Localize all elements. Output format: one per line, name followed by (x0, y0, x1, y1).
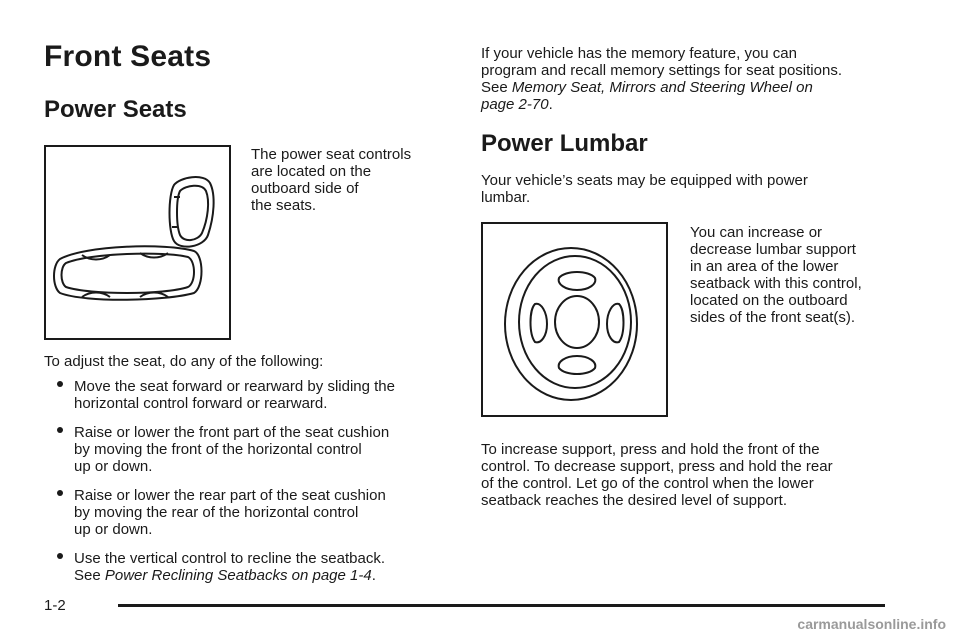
bullet-icon (57, 553, 63, 559)
lumbar-intro: Your vehicle’s seats may be equipped with power lumbar. (481, 172, 808, 206)
cross-reference-link[interactable]: Memory Seat, Mirrors and Steering Wheel on (511, 79, 813, 96)
power-lumbar-heading: Power Lumbar (481, 130, 648, 157)
adjust-intro: To adjust the seat, do any of the following: (44, 353, 324, 370)
power-seats-heading: Power Seats (44, 96, 187, 123)
seat-controls-illustration (46, 147, 229, 338)
bullet-icon (57, 427, 63, 433)
cross-reference-link[interactable]: Power Reclining Seatbacks on page 1-4 (104, 567, 372, 584)
list-item: Move the seat forward or rearward by sliding the horizontal control forward or rearward. (44, 378, 444, 412)
list-item: Raise or lower the rear part of the seat cushion by moving the rear of the horizontal control up or down. (44, 487, 444, 538)
power-seat-caption: The power seat controls are located on the outboard side of the seats. (251, 146, 412, 214)
power-seat-controls-figure (44, 145, 231, 340)
list-item: Raise or lower the front part of the seat cushion by moving the front of the horizontal control up or down. (44, 424, 444, 475)
bullet-icon (57, 490, 63, 496)
memory-paragraph: If your vehicle has the memory feature, you can program and recall memory settings for seat positions. See Memory Seat, Mirrors and Steering Wheel on page 2-70. (481, 45, 842, 113)
list-item: Use the vertical control to recline the seatback. See Power Reclining Seatbacks on page 1-4. (44, 550, 444, 584)
footer-rule (118, 604, 885, 607)
watermark: carmanualsonline.info (797, 616, 946, 632)
page-title: Front Seats (44, 40, 212, 73)
cross-reference-link[interactable]: page 2-70 (481, 96, 549, 113)
bullet-icon (57, 381, 63, 387)
lumbar-caption: You can increase or decrease lumbar support in an area of the lower seatback with this control, located on the outboard sides of the front seat(s). (690, 224, 862, 326)
adjust-steps-list (44, 378, 444, 596)
page-number: 1-2 (44, 597, 66, 614)
lumbar-control-figure (481, 222, 668, 417)
lumbar-control-illustration (483, 224, 666, 415)
lumbar-instructions: To increase support, press and hold the front of the control. To decrease support, press and hold the rear of the control. Let go of the control when the lower seatback reaches the desired level of support. (481, 441, 833, 509)
